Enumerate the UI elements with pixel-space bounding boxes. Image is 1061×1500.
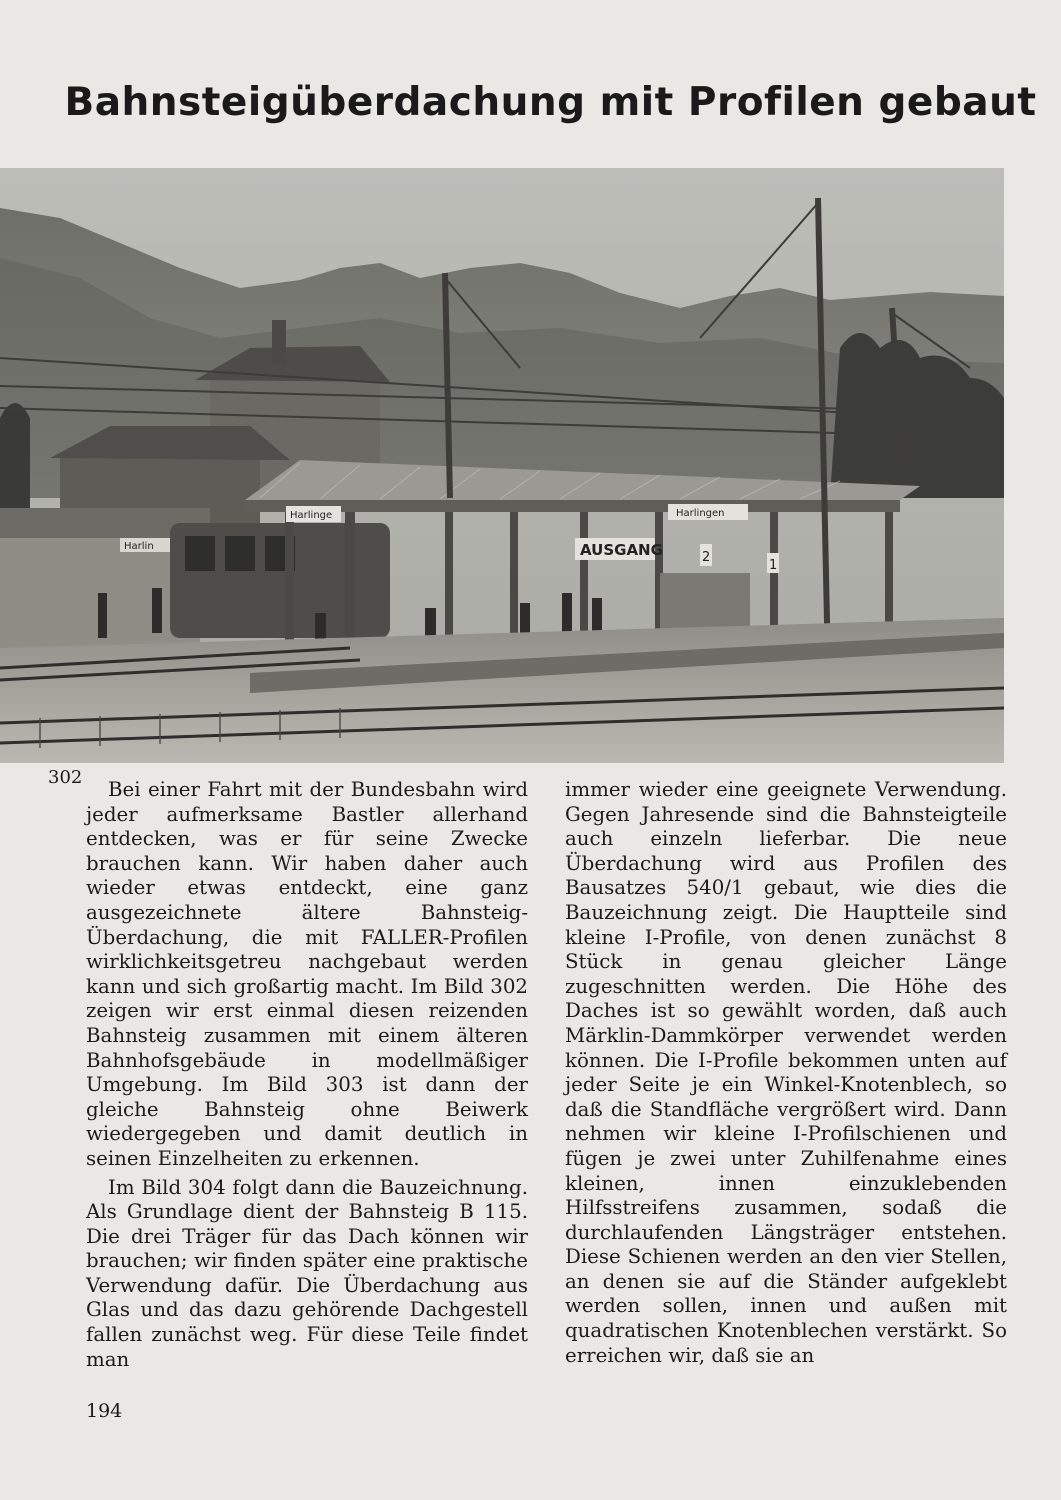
sign-track-1: 1 bbox=[769, 558, 778, 573]
railway-platform-photo bbox=[0, 168, 1004, 763]
paragraph: Im Bild 304 folgt dann die Bauzeichnung. Als Grundlage dient der Bahnsteig B 115. Die drei Träger für das Dach können wir brauchen; wir finden später eine praktische Verwendung dafür. Die Überdachung aus Glas und das dazu gehörende Dachgestell fallen zunächst weg. Für diese Teile findet man bbox=[86, 1175, 528, 1371]
right-column bbox=[565, 778, 1007, 1368]
sign-station-mid: Harlinge bbox=[290, 510, 333, 521]
figure-number: 302 bbox=[48, 767, 83, 788]
page-title: Bahnsteigüberdachung mit Profilen gebaut bbox=[64, 80, 1037, 125]
paragraph: immer wieder eine geeignete Verwendung. Gegen Jahresende sind die Bahnsteigteile auch einzeln lieferbar. Die neue Überdachung wird aus Profilen des Bausatzes 540/1 gebaut, wie dies die Bauzeichnung zeigt. Die Hauptteile sind kleine I-Profile, von denen zunächst 8 Stück in genau gleicher Länge zugeschnitten werden. Die Höhe des Daches ist so gewählt worden, daß auch Märklin-Dammkörper verwendet werden können. Die I-Profile bekommen unten auf jeder Seite je ein Winkel-Knotenblech, so daß die Standfläche vergrößert wird. Dann nehmen wir kleine I-Profilschienen und fügen je zwei unter Zuhilfenahme eines kleinen, innen einzuklebenden Hilfsstreifens zusammen, sodaß die durchlaufenden Längsträger entstehen. Diese Schienen werden an den vier Stellen, an denen sie auf die Ständer aufgeklebt werden sollen, innen und außen mit quadratischen Knotenblechen verstärkt. So erreichen wir, daß sie an bbox=[565, 778, 1007, 1367]
paragraph: Bei einer Fahrt mit der Bundesbahn wird jeder aufmerksame Bastler allerhand entdecken, was er für seine Zwecke brauchen kann. Wir haben daher auch wieder etwas entdeckt, eine ganz ausgezeichnete ältere Bahnsteig-Überdachung, die mit FALLER-Profilen wirklichkeitsgetreu nachgebaut werden kann und sich großartig macht. Im Bild 302 zeigen wir erst einmal diesen reizenden Bahnsteig zusammen mit einem älteren Bahnhofsgebäude in modellmäßiger Umgebung. Im Bild 303 ist dann der gleiche Bahnsteig ohne Beiwerk wiedergegeben und damit deutlich in seinen Einzelheiten zu erkennen. bbox=[86, 778, 528, 1170]
sign-track-2: 2 bbox=[702, 550, 711, 565]
sign-exit: AUSGANG bbox=[580, 541, 663, 559]
sign-station-left: Harlin bbox=[124, 541, 154, 552]
sign-station-right: Harlingen bbox=[676, 508, 725, 519]
page-number: 194 bbox=[86, 1400, 123, 1422]
left-column bbox=[86, 778, 528, 1372]
